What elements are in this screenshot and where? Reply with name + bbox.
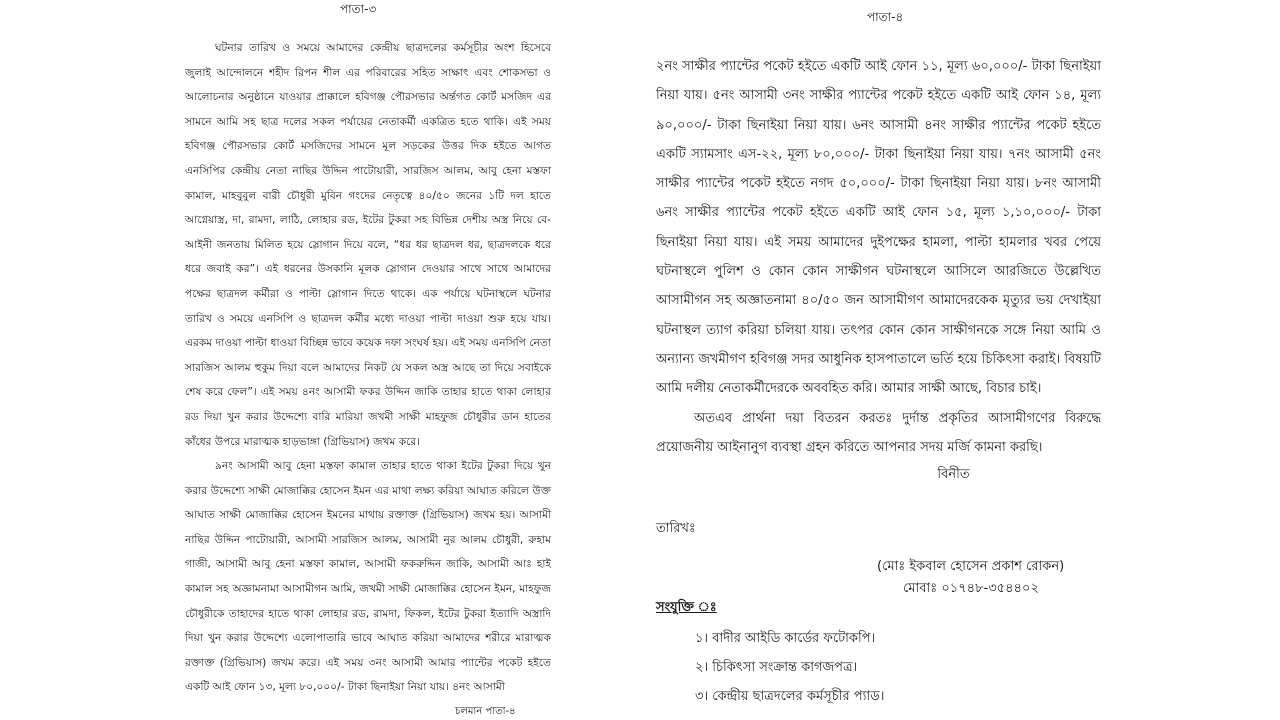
page-3-paragraph-1: ঘটনার তারিখ ও সময়ে আমাদের কেন্দ্রীয় ছাত্রদলের কর্মসূচীর অংশ হিসেবে জুলাই আন্দোলনে শহীদ রিপন শীল এর পরিবারের সহিত সাক্ষাৎ এবং শোকসভা ও আলোচনার অনুষ্ঠানে যাওয়ার প্রাক্কালে হবিগঞ্জ পৌরসভার অর্ন্তগত কোর্ট মসজিদ এর সামনে আমি সহ ছাত্র দলের সকল পর্যায়ের নেতাকর্মী একত্রিত হতে থাকি। এই সময় হবিগঞ্জ পৌরসভার কোর্ট মসজিদের সামনে মূল সড়কের উত্তর দিক হইতে আগত এনসিপির কেন্দ্রীয় নেতা নাছির উদ্দিন পাটোয়ারী, সারজিস আলম, আবু হেনা মস্তফা কামাল, মাহবুবুল বারী চৌধুরী মুবিন গংদের নেতৃত্বে ৪০/৫০ জনের ১টি দল হাতে আগ্নেয়াস্ত্র, দা, রামদা, লাঠি, লোহার রড, ইটের টুকরা সহ বিভিন্ন দেশীয় অস্ত্র নিয়ে বে-আইনী জনতায় মিলিত হয়ে স্লোগান দিয়ে বলে, “ধর ধর ছাত্রদল ধর, ছাত্রদলকে ধরে ধরে জবাই কর”। এই ধরনের উসকানি মূলক স্লোগান দেওয়ার সাথে সাথে আমাদের পক্ষের ছাত্রদল কর্মীরা ও পাল্টা স্লোগান দিতে থাকে। এক পর্যায়ে ঘটনাস্থলে ঘটনার তারিখ ও সময়ে এনসিপি ও ছাত্রদল কর্মীর মধ্যে দাওয়া পাল্টা দাওয়া শুরু হয়ে যায়। এরকম দাওয়া পাল্টা ধাওয়া বিচ্ছিন্ন ভাবে কয়েক দফা সংঘর্ষ হয়। এই সময় এনসিপি নেতা সারজিস আলম হুকুম দিয়া বলে আমাদের নিকট যে সকল অস্ত্র আছে তা দিয়ে সবাইকে শেষ করে ফেল”। এই সময় ৪নং আসামী ফকর উদ্দিন জাকি তাহার হাতে থাকা লোহার রড দিয়া খুন করার উদ্দেশ্যে বারি মারিয়া জখমী সাক্ষী মাহফুজ চৌধুরীর ডান হাতের কাঁধের উপরে মারাত্মক হাড়ভাঙ্গা (গ্রিভিয়াস) জখম করে।	[185, 42, 551, 448]
page-3-header: পাতা-৩	[340, 2, 377, 16]
list-item: ৩। কেন্দ্রীয় ছাত্রদলের কর্মসূচীর প্যাড।	[695, 689, 885, 704]
list-item: ২। চিকিৎসা সংক্রান্ত কাগজপত্র।	[695, 660, 858, 675]
page-4-paragraph-2: অতএব প্রার্থনা দয়া বিতরন করতঃ দুর্দান্ত প্রকৃতির আসামীগণের বিরুদ্ধে প্রয়োজনীয় আইনানুগ ব্যবস্থা গ্রহন করিতে আপনার সদয় মর্জি কামনা করছি।	[656, 410, 1101, 455]
signature-name: (মোঃ ইকবাল হোসেন প্রকাশ রোকন)	[877, 559, 1065, 574]
list-item: ১। বাদীর আইডি কার্ডের ফটোকপি।	[695, 631, 876, 646]
page-4	[645, 0, 1105, 720]
continuation-note: চলমান পাতা-৪	[455, 706, 516, 717]
signature-mobile: মোবাঃ ০১৭৪৮-৩৫৪৪০২	[903, 581, 1039, 596]
enclosures-list	[695, 624, 884, 711]
page-3-paragraph-2: ৯নং আসামী আবু হেনা মস্তফা কামাল তাহার হাতে থাকা ইটের টুকরা দিয়ে খুন করার উদ্দেশ্যে সাক্ষী মোজাক্কির হোসেন ইমন এর মাথা লক্ষ্য করিয়া আঘাত করিলে উক্ত আঘাত সাক্ষী মোজাক্কির হোসেন ইমনের মাথায় রক্তাক্ত (গ্রিভিয়াস) জখম হয়। আসামী নাছির উদ্দিন পাটোয়ারী, আসামী সারজিস আলম, আসামী নুর আলম চৌধুরী, রুহাম গাজী, আসামী আবু হেনা মস্তফা কামাল, আসামী ফকরুদ্দিন জাকি, আসামী আঃ হাই কামাল সহ অজ্ঞামনামা আসামীগন আমি, জখমী সাক্ষী মোজাক্কির হোসেন ইমন, মাহফুজ চৌধুরীকে তাহাদের হাতে থাকা লোহার রড, রামদা, ফিকল, ইটের টুকরা ইত্যাদি অস্ত্রাদি দিয়া খুন করার উদ্দেশ্যে এলোপাতারি ভাবে আঘাত করিয়া আমাদের শরীরে মারাত্মক রক্তাক্ত (গ্রিভিয়াস) জখম করে। এই সময় ৩নং আসামী আমার প্যান্টের পকেট হইতে একটি আই ফোন ১৩, মূল্য ৮০,০০০/- টাকা ছিনাইয়া নিয়া যায়। ৪নং আসামী	[185, 460, 551, 694]
page-4-body	[656, 52, 1101, 486]
page-4-paragraph-1: ২নং সাক্ষীর প্যান্টের পকেট হইতে একটি আই ফোন ১১, মূল্য ৬০,০০০/- টাকা ছিনাইয়া নিয়া যায়। ৫নং আসামী ৩নং সাক্ষীর প্যান্টের পকেট হইতে একটি আই ফোন ১৪, মূল্য ৯০,০০০/- টাকা ছিনাইয়া নিয়া যায়। ৬নং আসামী ৪নং সাক্ষীর প্যান্টের পকেট হইতে একটি স্যামসাং এস-২২, মূল্য ৮০,০০০/- টাকা ছিনাইয়া নিয়া যায়। ৭নং আসামী ৫নং সাক্ষীর প্যান্টের পকেট হইতে নগদ ৫০,০০০/- টাকা ছিনাইয়া নিয়া যায়। ৮নং আসামী ৬নং সাক্ষীর প্যান্টের পকেট হইতে একটি আই ফোন ১৫, মূল্য ১,১০,০০০/- টাকা ছিনাইয়া নিয়া যায়। এই সময় আমাদের দুইপক্ষের হামলা, পাল্টা হামলার খবর পেয়ে ঘটনাস্থলে পুলিশ ও কোন কোন সাক্ষীগন ঘটনাস্থলে আসিলে আরজিতে উল্লেখিত আসামীগন সহ অজ্ঞাতনামা ৪০/৫০ জন আসামীগণ আমাদেরকেক মৃত্যুর ভয় দেখাইয়া ঘটনাস্থল ত্যাগ করিয়া চলিয়া যায়। তৎপর কোন কোন সাক্ষীগনকে সঙ্গে নিয়া আমি ও অন্যান্য জখমীগণ হবিগঞ্জ সদর আধুনিক হাসপাতালে ভর্তি হয়ে চিকিৎসা করাই। বিষয়টি আমি দলীয় নেতাকর্মীদেরকে অববহিত করি। আমার সাক্ষী আছে, বিচার চাই।	[656, 59, 1101, 397]
enclosures-heading: সংযুক্তি ঃ	[656, 600, 717, 615]
closing-word: বিনীত	[937, 467, 970, 483]
date-label: তারিখঃ	[656, 521, 696, 536]
page-4-header: পাতা-৪	[867, 10, 904, 24]
page-3-body	[185, 36, 551, 700]
page-3	[175, 0, 555, 720]
